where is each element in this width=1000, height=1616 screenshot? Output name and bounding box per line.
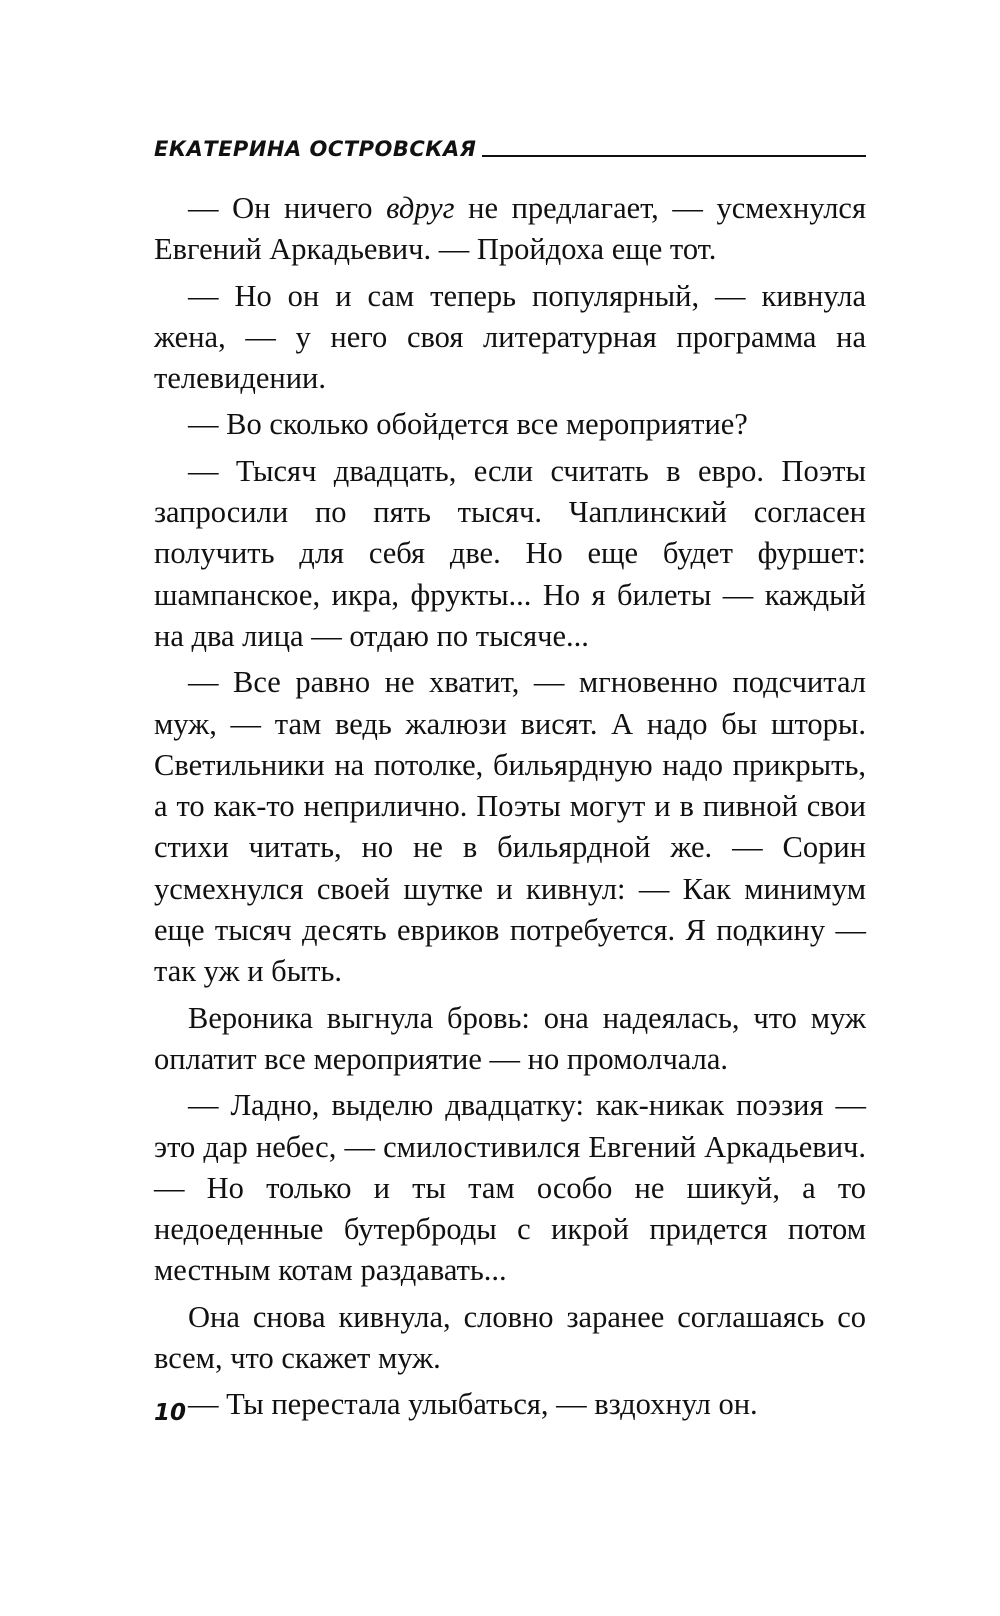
paragraph-1-before: — Он ничего (188, 191, 387, 225)
paragraph-5: — Все равно не хватит, — мгновенно подсчитал муж, — там ведь жалюзи висят. А надо бы шторы. Светильники на потолке, бильярдную надо прикрыть, а то как-то неприлично. Поэты могут и в пивной свои стихи читать, но не в бильярдной же. — Сорин усмехнулся своей шутке и кивнул: — Как минимум еще тысяч десять евриков потребуется. Я подкину — так уж и быть. (154, 665, 866, 989)
paragraph-1-after: не предлагает, — усмехнулся Евгений Аркадьевич. — Пройдоха еще тот. (154, 191, 866, 267)
paragraph-3: — Во сколько обойдется все мероприятие? (188, 407, 748, 442)
paragraph-6: Вероника выгнула бровь: она надеялась, что муж оплатит все мероприятие — но промолчала. (154, 1000, 866, 1076)
paragraph-1 (154, 188, 866, 271)
paragraph-8: Она снова кивнула, словно заранее соглашаясь со всем, что скажет муж. (154, 1299, 866, 1376)
page-number: 10 (154, 1400, 187, 1426)
running-head (154, 132, 866, 162)
body-text (154, 188, 866, 1431)
emphasis-word: вдруг (386, 191, 455, 225)
header-rule (482, 155, 866, 157)
paragraph-2: — Но он и сам теперь популярный, — кивнула жена, — у него своя литературная программа на телевидении. (154, 278, 866, 396)
running-head-author: ЕКАТЕРИНА ОСТРОВСКАЯ (154, 137, 477, 161)
paragraph-7: — Ладно, выделю двадцатку: как-никак поэзия — это дар небес, — смилостивился Евгений Аркадьевич. — Но только и ты там особо не шикуй, а то недоеденные бутерброды с икрой придется потом местным котам раздавать... (154, 1088, 866, 1288)
paragraph-9: — Ты перестала улыбаться, — вздохнул он. (188, 1387, 758, 1422)
paragraph-4: — Тысяч двадцать, если считать в евро. Поэты запросили по пять тысяч. Чаплинский согласен получить для себя две. Но еще будет фуршет: шампанское, икра, фрукты... Но я билеты — каждый на два лица — отдаю по тысяче... (154, 453, 866, 653)
